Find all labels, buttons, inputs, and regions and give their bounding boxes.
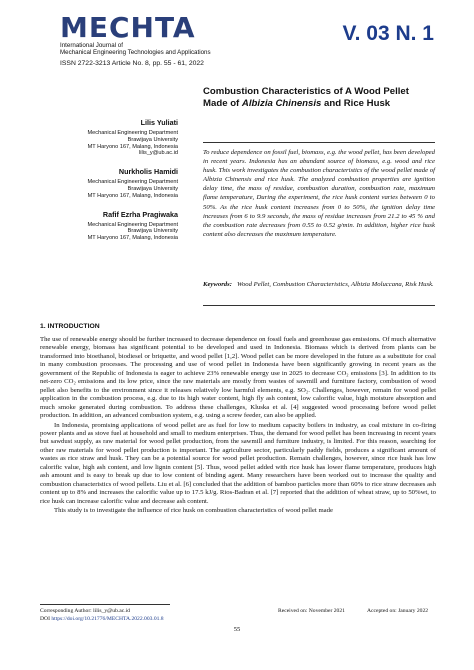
author-affiliation: MT Haryono 167, Malang, Indonesia (87, 143, 178, 150)
issn-line: ISSN 2722-3213 Article No. 8, pp. 55 - 61, 2022 (60, 60, 204, 68)
body-paragraph: This study is to investigate the influence of rice husk on combustion characteristics of wood pellet made (54, 507, 333, 515)
body-paragraph: The use of renewable energy should be further increased to decrease dependence on fossil fuels and greenhouse gas emissions. Of much alternative renewable energy, biomass has significant potential to be developed and used in Indonesia. Biomass which is derived from plants can be transformed into bioethanol, biodiesel or briquette, and wood pellet [1,2]. Wood pellet can be more developed in the future as a substitute for coal in many combustion processes. The processing and use of wood pellet in Indonesia have been significantly growing in recent years as the government of the Republic of Indonesia is eager to achieve 23% renewable energy use in 2025 to decrease CO₂ emissions [3]. In addition to its net-zero CO₂ emissions and its low price, since the raw materials are mostly from wastes of sawmill and furniture factory, combustion of wood pellet also benefits to the environment since it releases relatively low harmful elements, e.g. SO₂. Challenges, however, remain for wood pellet application in the combustion process, e.g. due to its high water content, high fly ash content, low calorific value, high moisture absorption and much smoke generated during combustion. To address these challenges, Kluska et al. [4] suggested wood processing before wood pellet production. In addition, an advanced combustion system, e.g. using a screw feeder, can also be applied. (40, 336, 436, 420)
author-email: lilis_y@ub.ac.id (139, 150, 178, 157)
author-affiliation: Mechanical Engineering Department (87, 130, 178, 136)
footnote-rule (40, 604, 170, 605)
accepted-date: Accepted on: January 2022 (367, 608, 429, 614)
title-part: and Rice Husk (321, 97, 391, 109)
abstract-text: To reduce dependence on fossil fuel, biomass, e.g. the wood pellet, has been developed in recent years. Indonesia has an abundant source of biomass, e.g. wood and rice husk. This work investigates the combustion characteristics of the wood pellet made of Albizia Chinensis and rice husk. The analyzed combustion properties are ignition delay time, the mass of residue, combustion duration, combustion rate, maximum flame temperature, During the experiment, the rice husk content varies between 0 to 50%. As the rice husk content increases from 0 to 50%, the ignition delay time increases from 6 to 9.9 seconds, the mass of residue increases from 21.2 to 45 % and the combustion rate decreases from 0.55 to 0.52 g/min. In addition, higher rice husk content also decreases the maximum temperature. (203, 149, 435, 238)
author-affiliation: MT Haryono 167, Malang, Indonesia (87, 192, 178, 199)
journal-logo: MECHTA (60, 11, 196, 44)
page-number: 55 (233, 626, 241, 633)
abstract-top-rule (203, 142, 435, 143)
keywords-label: Keywords: (203, 281, 232, 288)
keywords (203, 280, 435, 289)
author-affiliation: Brawijaya University (127, 228, 178, 235)
doi-link[interactable]: https://doi.org/10.21776/MECHTA.2022.003.01.8 (51, 616, 164, 622)
page-footer (40, 607, 436, 623)
journal-name-line2: Mechanical Engineering Technologies and Applications (60, 49, 211, 57)
author-block (60, 167, 178, 199)
author-affiliation: Brawijaya University (127, 185, 178, 192)
section-heading: 1. INTRODUCTION (40, 323, 100, 330)
keywords-text: Wood Pellet, Combustion Characteristics, Albizia Moluccana, Risk Husk. (237, 281, 434, 288)
author-block (60, 210, 178, 242)
body-paragraph: In Indonesia, promising applications of wood pellet are as fuel for low to medium capacity boilers in industry, as coal mixture in co-firing power plants and as stove fuel at household and small to medium enterprises. Thus, the demand for wood pellet has been increasing in recent years but sawdust supply, as raw material for wood pellet production, from the sawmill and furniture industry, is limited. For this reason, searching for other raw materials for wood pellet production is important. The agriculture sector, particularly paddy fields, produces a significant amount of wastes as rice straw and husk. They can be a potential source for wood pellet production. Remain challenges, however, since rice husk has low calorific value, high ash content, and low lignin content [5]. Thus, wood pellet added with rice husk has lower flame temperature, produces high ash amount and is easy to break up due to low content of binding agent. Many researchers have been worked out to increase the quality and combustion characteristics of wood pellets. Liu et al. [6] concluded that the addition of bamboo particles more than 60% to rice straw decreases ash content up to 8% and increases the calorific value up to 17.5 kJ/g. Rios-Badran et al. [7] reported that the addition of wheat straw, up to 50%wt, to rice husk can increase calorific value and decrease ash content. (40, 421, 436, 505)
author-affiliation: Brawijaya University (127, 136, 178, 143)
author-list (60, 118, 178, 252)
author-name: Nurkholis Hamidi (118, 167, 178, 177)
doi-label: DOI (40, 616, 52, 622)
author-affiliation: Mechanical Engineering Department (87, 221, 178, 228)
received-date: Received on: November 2021 (278, 608, 345, 614)
author-name: Rafif Ezrha Pragiwaka (102, 209, 178, 219)
abstract-bottom-rule (203, 305, 435, 306)
author-affiliation: MT Haryono 167, Malang, Indonesia (87, 235, 178, 242)
author-block (60, 118, 178, 157)
title-species: Albizia Chinensis (241, 97, 322, 109)
body-text (40, 336, 436, 517)
corresponding-author: Corresponding Author: lilis_y@ub.ac.id (40, 608, 130, 614)
author-name: Lilis Yuliati (140, 118, 178, 127)
journal-name-line1: International Journal of (60, 42, 123, 49)
paper-title (203, 86, 435, 109)
title-part: Combustion Characteristics of A Wood Pellet Made of (203, 86, 409, 109)
author-affiliation: Mechanical Engineering Department (87, 179, 178, 186)
volume-badge: V. 03 N. 1 (342, 22, 434, 45)
